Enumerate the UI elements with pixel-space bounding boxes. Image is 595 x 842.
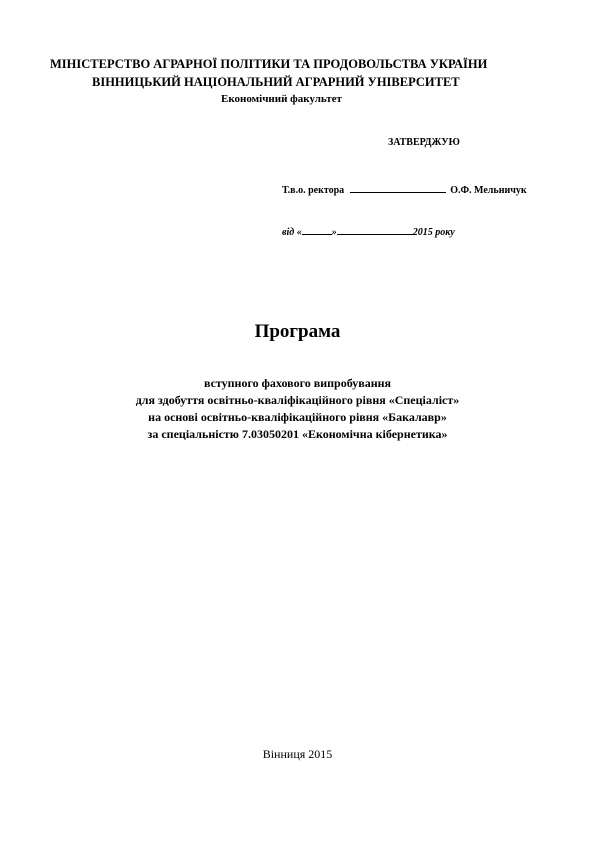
place-and-year: Вінниця 2015 [262,747,333,761]
rector-signature-row [282,183,527,196]
signature-line [350,183,446,193]
subtitle-line-4: за спеціальністю 7.03050201 «Економічна кібернетика» [147,427,448,441]
date-suffix: 2015 року [412,227,455,238]
subtitle-line-3: на основі освітньо-кваліфікаційного рівня «Бакалавр» [148,410,447,424]
day-blank-line [302,226,332,235]
subtitle-line-1: вступного фахового випробування [203,376,392,390]
date-mid: » [331,227,337,238]
approval-date-row [282,226,455,238]
month-blank-line [337,226,413,235]
document-title: Програма [254,321,341,342]
subtitle-line-2: для здобуття освітньо-кваліфікаційного рівня «Спеціаліст» [135,393,460,407]
ministry-name: МІНІСТЕРСТВО АГРАРНОЇ ПОЛІТИКИ ТА ПРОДОВОЛЬСТВА УКРАЇНИ [50,57,488,71]
approval-heading: ЗАТВЕРДЖУЮ [388,137,460,148]
rector-name: О.Ф. Мельничук [450,185,527,196]
university-name: ВІННИЦЬКИЙ НАЦІОНАЛЬНИЙ АГРАРНИЙ УНІВЕРСИТЕТ [92,75,460,89]
faculty-name: Економічний факультет [221,93,342,105]
date-prefix: від « [282,227,302,238]
rector-label: Т.в.о. ректора [282,185,345,196]
